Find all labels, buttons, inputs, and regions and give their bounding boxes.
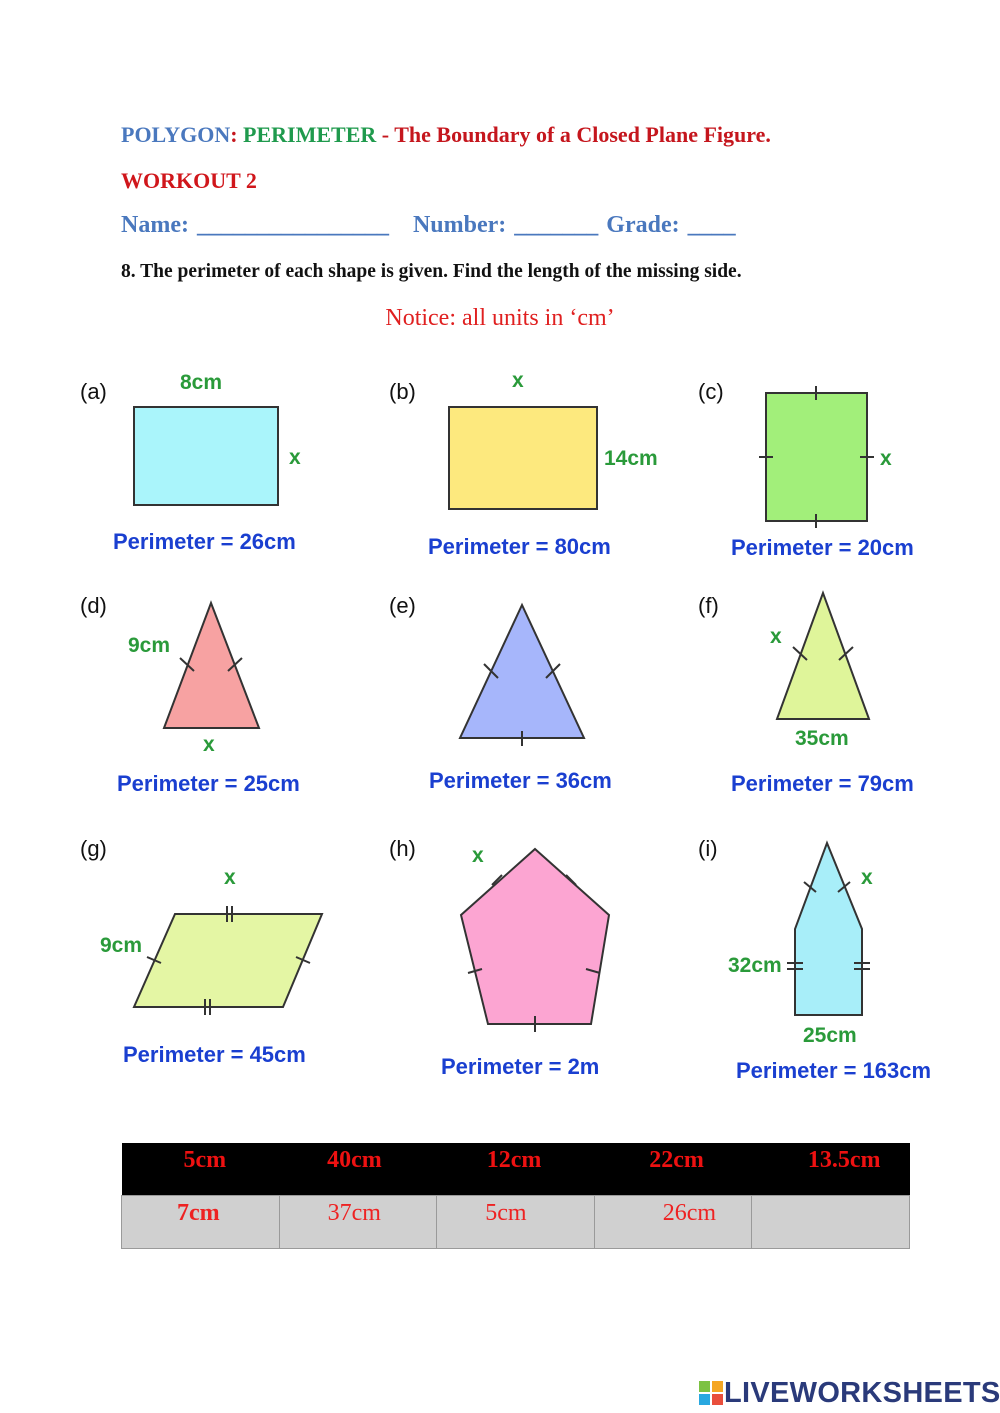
shape-i-pentagon [795,843,862,1015]
shape-g-top-length: x [224,866,236,889]
shape-a-rectangle [134,407,278,505]
shape-d-base-length: x [203,733,215,756]
title-polygon: POLYGON [121,122,231,147]
shape-f-side-length: x [770,625,782,648]
shape-i-perimeter: Perimeter = 163cm [736,1058,932,1083]
answer-option[interactable]: 5cm [437,1196,595,1249]
answer-option[interactable]: 7cm [122,1196,280,1249]
grade-field[interactable]: Grade: ____ [606,212,736,238]
answer-option[interactable] [752,1196,910,1249]
shape-g-perimeter: Perimeter = 45cm [123,1042,306,1067]
shape-i-base-length: 25cm [803,1024,857,1047]
shape-e-triangle [460,605,584,738]
shape-b-top-length: x [512,369,524,392]
shape-g-parallelogram [134,914,322,1007]
shape-i-slant-length: x [861,866,873,889]
shape-d-side-length: 9cm [128,634,171,657]
answer-option[interactable]: 26cm [594,1196,752,1249]
figure-label-c: (c) [698,379,724,404]
figure-label-a: (a) [80,379,107,404]
shape-h-side-length: x [472,844,484,867]
shape-i-side-length: 32cm [728,954,782,977]
title-description: - The Boundary of a Closed Plane Figure. [381,122,771,147]
shape-b-side-length: 14cm [604,447,658,470]
shape-f-perimeter: Perimeter = 79cm [731,771,914,796]
logo-text: LIVEWORKSHEETS [724,1376,1000,1409]
logo-grid-icon [698,1380,724,1406]
answer-row-2 [122,1196,910,1249]
shape-g-side-length: 9cm [100,934,143,957]
number-field[interactable]: Number: _______ [412,212,599,238]
figure-label-h: (h) [389,836,416,861]
answer-option[interactable]: 12cm [437,1143,595,1196]
shape-a-side-length: x [289,446,301,469]
answer-option[interactable]: 13.5cm [752,1143,910,1196]
answer-option[interactable]: 40cm [279,1143,437,1196]
notice-text: Notice: all units in ‘cm’ [385,305,615,331]
figure-label-e: (e) [389,593,416,618]
answer-option[interactable]: 37cm [279,1196,437,1249]
shape-f-triangle [777,593,869,719]
shape-b-perimeter: Perimeter = 80cm [428,534,611,559]
shape-f-base-length: 35cm [795,727,849,750]
figure-label-i: (i) [698,836,718,861]
shape-h-pentagon [461,849,609,1024]
answer-table [121,1143,910,1249]
figure-label-g: (g) [80,836,107,861]
name-field[interactable]: Name: ________________ [121,212,389,238]
workout-title: WORKOUT 2 [121,168,257,193]
shape-a-perimeter: Perimeter = 26cm [113,529,296,554]
answer-row-1 [122,1143,910,1196]
liveworksheets-logo [698,1376,1000,1410]
shape-c-side-length: x [880,447,892,470]
title-perimeter: PERIMETER [243,122,377,147]
shape-h-perimeter: Perimeter = 2m [441,1054,600,1079]
shape-b-rectangle [449,407,597,509]
shape-d-perimeter: Perimeter = 25cm [117,771,300,796]
shape-e-perimeter: Perimeter = 36cm [429,768,612,793]
shape-d-triangle [164,603,259,728]
answer-option[interactable]: 5cm [122,1143,280,1196]
figure-label-d: (d) [80,593,107,618]
shape-c-square [766,393,867,521]
answer-option[interactable]: 22cm [594,1143,752,1196]
title-colon: : [230,122,238,147]
figure-label-f: (f) [698,593,719,618]
question-text: 8. The perimeter of each shape is given. Find the length of the missing side. [121,261,742,282]
figure-label-b: (b) [389,379,416,404]
shape-a-top-length: 8cm [180,371,223,394]
shape-c-perimeter: Perimeter = 20cm [731,535,914,560]
